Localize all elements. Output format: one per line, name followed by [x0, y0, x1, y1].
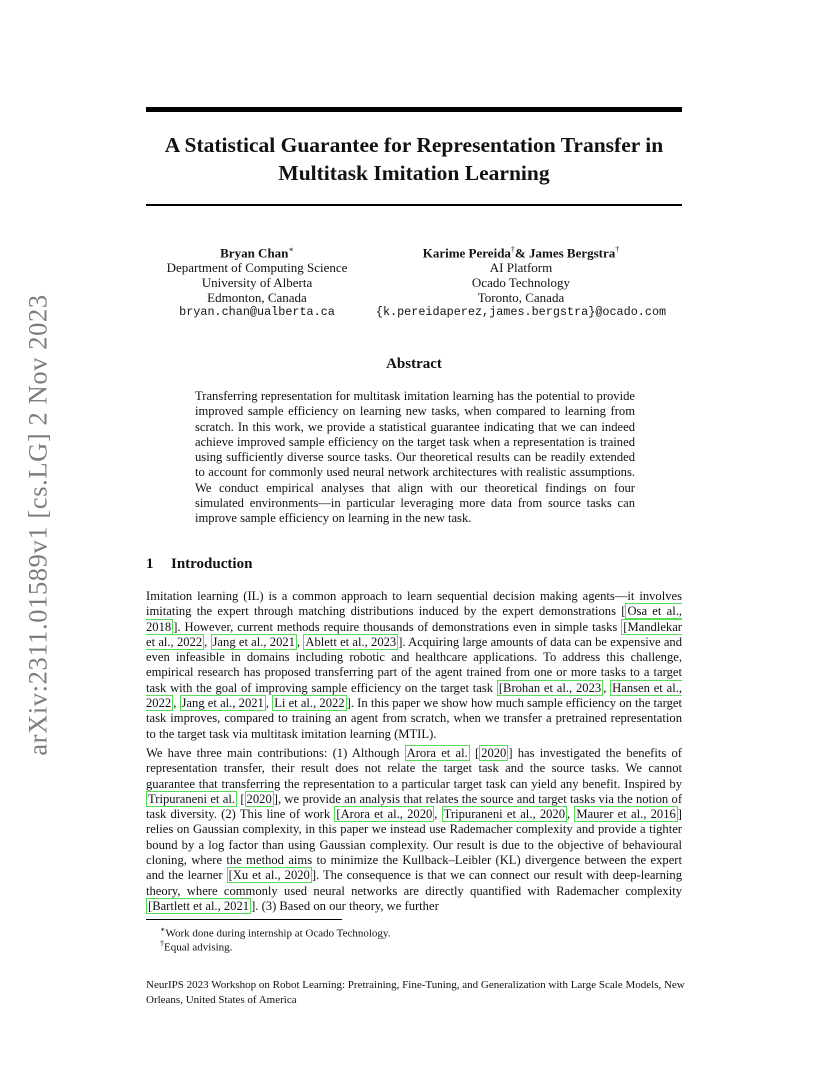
footnote-mark: † — [160, 939, 164, 948]
paper-title: A Statistical Guarantee for Representation Transfer in Multitask Imitation Learning — [164, 133, 664, 185]
affiliation-line: Edmonton, Canada — [207, 290, 307, 306]
intro-paragraph-1: Imitation learning (IL) is a common approach to learn sequential decision making agents—it involves imitating the expert through matching distributions induced by the expert demonstrations [ Osa et al., 2018 ]. However, current methods require thousands of demonstrations even in simple tasks [Mandlekar et al., 2022 , Jang et al., 2021 , Ablett et al., 2023 ]. Acquiring large amounts of data can be expensive and even infeasible in domains including robotic and healthcare applications. To address this challenge, empirical research has proposed transferring part of the agent trained from one or more tasks to a target task with the goal of improving sample efficiency on the target task [Brohan et al., 2023 , Hansen et al., 2022 , Jang et al., 2021 , Li et al., 2022 ]. In this paper we show how much sample efficiency on the target task improves, compared to training an agent from scratch, when we transfer a pretrained representation to the target task via multitask imitation learning (MTIL). — [146, 589, 683, 741]
citation-link[interactable]: [Bartlett et al., 2021 — [148, 898, 250, 913]
affiliation-line: Toronto, Canada — [477, 290, 565, 306]
citation-link[interactable]: 2020 — [246, 791, 272, 806]
author-block-1 — [146, 242, 368, 320]
citation-link[interactable]: Arora et al. — [406, 746, 468, 760]
footnote-mark: ∗ — [160, 925, 166, 934]
citation-link[interactable]: Tripuraneni et al. — [148, 791, 236, 806]
section-number: 1 — [146, 556, 154, 572]
abstract-heading: Abstract — [386, 356, 442, 372]
author-name: Karime Pereida — [422, 245, 511, 261]
affiliation-line: AI Platform — [489, 260, 553, 276]
citation-link[interactable]: Tripuraneni et al., 2020 — [443, 807, 566, 822]
footnote: †Equal advising. — [160, 939, 233, 954]
citation-link[interactable]: Osa et al., 2018 — [146, 604, 682, 634]
citation-link[interactable]: Jang et al., 2021 — [212, 634, 295, 649]
affiliation-line: University of Alberta — [201, 275, 313, 291]
author-email: {k.pereidaperez,james.bergstra}@ocado.com — [375, 305, 667, 320]
author-block-2 — [362, 242, 680, 320]
citation-link[interactable]: Maurer et al., 2016 — [576, 807, 676, 822]
citation-link[interactable]: [Arora et al., 2020 — [336, 807, 433, 822]
author-name: Bryan Chan — [220, 245, 289, 261]
arxiv-stamp: arXiv:2311.01589v1 [cs.LG] 2 Nov 2023 — [22, 294, 53, 756]
author-mark: † — [510, 245, 515, 254]
author-name: & James Bergstra — [514, 245, 616, 261]
citation-link[interactable]: [Brohan et al., 2023 — [498, 680, 602, 695]
venue-note: NeurIPS 2023 Workshop on Robot Learning: Pretraining, Fine-Tuning, and Generalization with Large Scale Models, New Orleans, United States of America — [146, 979, 685, 1006]
title-rule-bottom — [146, 204, 682, 206]
author-mark: † — [615, 245, 620, 254]
footnote-rule — [146, 919, 342, 920]
abstract-text: Transferring representation for multitask imitation learning has the potential to provide improved sample efficiency on learning new tasks, when compared to learning from scratch. In this work, we provide a statistical guarantee indicating that we can indeed achieve improved sample efficiency on the target task when a representation is trained using sufficiently diverse source tasks. Our theoretical results can be readily extended to account for commonly used neural network architectures with realistic assumptions. We conduct empirical analyses that align with our theoretical findings on four simulated environments—in particular leveraging more data from source tasks can improve sample efficiency on learning in the new task. — [195, 389, 635, 526]
author-mark: ∗ — [288, 245, 294, 254]
affiliation-line: Department of Computing Science — [166, 260, 348, 276]
citation-link[interactable]: [Mandlekar et al., 2022 — [146, 619, 682, 649]
section-title: Introduction — [171, 556, 253, 572]
citation-link[interactable]: Li et al., 2022 — [274, 696, 345, 711]
author-email: bryan.chan@ualberta.ca — [179, 305, 335, 320]
citation-link[interactable]: [Xu et al., 2020 — [228, 868, 310, 883]
affiliation-line: Ocado Technology — [471, 275, 571, 291]
citation-link[interactable]: Ablett et al., 2023 — [305, 634, 397, 649]
citation-link[interactable]: 2020 — [481, 746, 507, 760]
intro-paragraph-2: We have three main contributions: (1) Although Arora et al. [ 2020 ] has investigated the benefits of representation transfer, their result does not relate the target task and the source tasks. We cannot guarantee that transferring the representation to a particular target task can yield any benefit. Inspired by Tripuraneni et al. [ 2020 ], we provide an analysis that relates the source and target tasks via the notion of task diversity. (2) This line of work [Arora et al., 2020 , Tripuraneni et al., 2020 , Maurer et al., 2016 ] relies on Gaussian complexity, in this paper we instead use Rademacher complexity and provide a tighter bound by a log factor than using Gaussian complexity. Our result is due to the objective of behavioural cloning, where the method aims to minimize the Kullback–Leibler (KL) divergence between the expert and the learner [Xu et al., 2020 ]. The consequence is that we can connect our result with deep-learning theory, where commonly used neural networks are directly quantified with Rademacher complexity [Bartlett et al., 2021 ]. (3) Based on our theory, we further — [146, 746, 683, 913]
citation-link[interactable]: Hansen et al., 2022 — [146, 680, 682, 711]
section-heading — [146, 556, 252, 573]
title-rule-top — [146, 107, 682, 112]
footnote: ∗Work done during internship at Ocado Technology. — [160, 925, 391, 940]
citation-link[interactable]: Jang et al., 2021 — [181, 696, 264, 711]
